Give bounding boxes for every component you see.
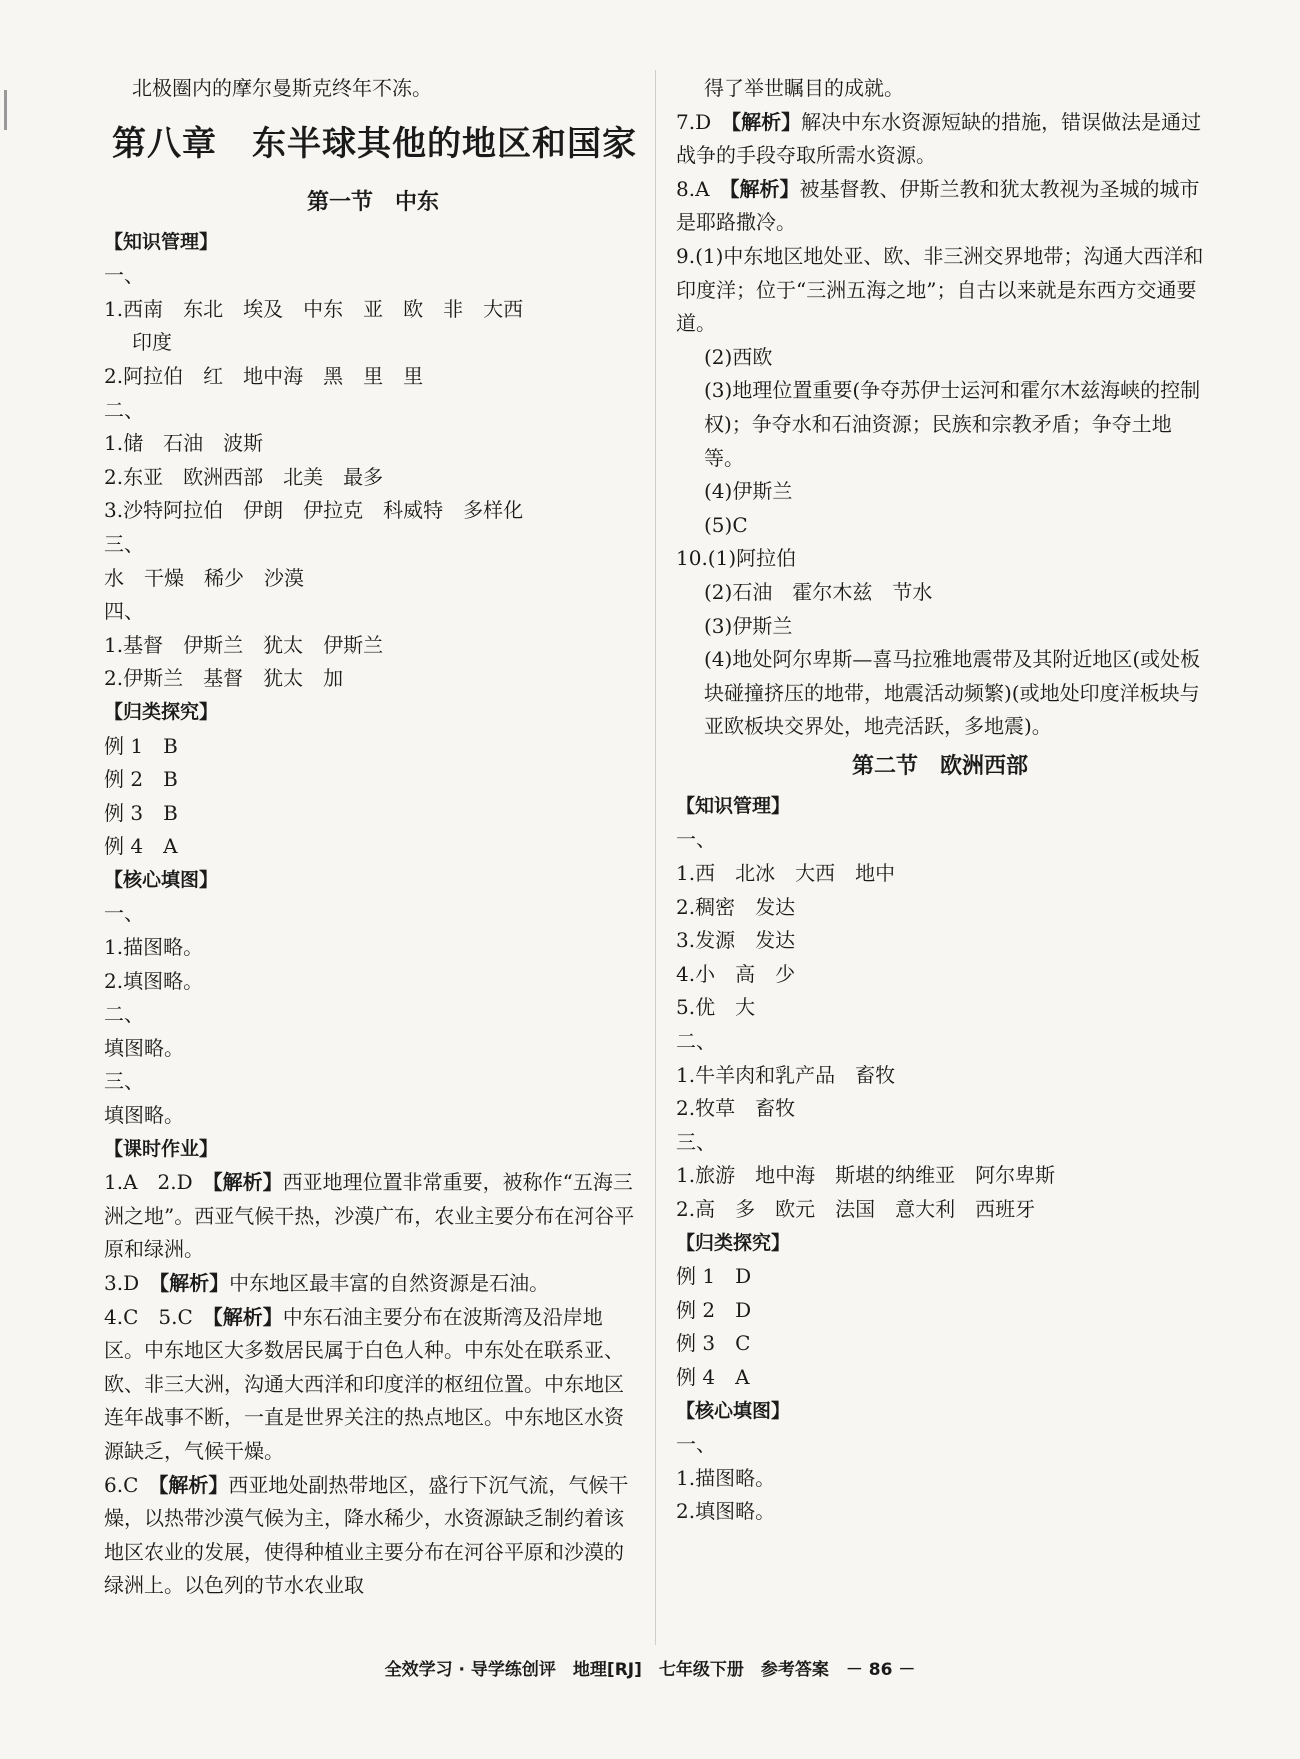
answer-line: 5.优 大 xyxy=(676,995,756,1020)
analysis-text: 中东石油主要分布在波斯湾及沿岸地区。中东地区大多数居民属于白色人种。中东处在联系亚、欧、非三大洲，沟通大西洋和印度洋的枢纽位置。中东地区连年战事不断，一直是世界关注的热点地区。中东地区水资源缺乏，气候干燥。 xyxy=(104,1304,624,1463)
answer-line: 水 干燥 稀少 沙漠 xyxy=(104,565,304,590)
example-answer: 例 3 B xyxy=(104,800,178,825)
homework-answer xyxy=(676,173,1204,240)
homework-answer xyxy=(104,1166,642,1267)
analysis-text: 中东地区最丰富的自然资源是石油。 xyxy=(229,1271,550,1295)
answer-line: 3.发源 发达 xyxy=(676,928,796,953)
group-label: 二、 xyxy=(104,397,144,422)
homework-answer: 10.(1)阿拉伯 xyxy=(676,546,797,571)
answer-line: 1.旅游 地中海 斯堪的纳维亚 阿尔卑斯 xyxy=(676,1163,1056,1188)
example-answer: 例 4 A xyxy=(676,1364,750,1389)
answer-number: 6.C xyxy=(104,1472,159,1497)
answer-line: 1.描图略。 xyxy=(104,935,204,960)
group-label: 一、 xyxy=(104,901,144,926)
section-heading: 【核心填图】 xyxy=(104,868,219,891)
group-label: 一、 xyxy=(676,827,716,852)
example-answer: 例 4 A xyxy=(104,834,178,859)
intro-line: 北极圈内的摩尔曼斯克终年不冻。 xyxy=(132,76,432,100)
answer-line: 2.牧草 畜牧 xyxy=(676,1096,796,1121)
group-label: 二、 xyxy=(676,1029,716,1054)
homework-answer xyxy=(104,1301,642,1469)
group-label: 三、 xyxy=(676,1129,716,1154)
section-title: 第二节 欧洲西部 xyxy=(851,753,1028,779)
section-heading: 【归类探究】 xyxy=(676,1231,791,1254)
analysis-text: 被基督教、伊斯兰教和犹太教视为圣城的城市是耶路撒冷。 xyxy=(676,176,1200,235)
answer-line: 印度 xyxy=(132,330,172,355)
answer-line: 2.填图略。 xyxy=(676,1499,776,1524)
answer-line: 2.高 多 欧元 法国 意大利 西班牙 xyxy=(676,1197,1036,1221)
example-answer: 例 3 C xyxy=(676,1331,751,1356)
answer-line: 2.伊斯兰 基督 犹太 加 xyxy=(104,666,344,691)
example-answer: 例 1 B xyxy=(104,733,178,758)
analysis-text: 解决中东水资源短缺的措施，错误做法是通过战争的手段夺取所需水资源。 xyxy=(676,109,1202,168)
homework-answer: (3)地理位置重要(争夺苏伊士运河和霍尔木兹海峡的控制权)；争夺水和石油资源；民族和宗教矛盾；争夺土地等。 xyxy=(704,378,1201,470)
analysis-tag: 【解析】 xyxy=(212,1170,283,1195)
answer-line: 2.东亚 欧洲西部 北美 最多 xyxy=(104,464,384,489)
analysis-tag: 【解析】 xyxy=(159,1271,230,1295)
example-answer: 例 2 D xyxy=(676,1297,752,1322)
example-answer: 例 1 D xyxy=(676,1264,752,1289)
analysis-text: 西亚地处副热带地区，盛行下沉气流，气候干燥，以热带沙漠气候为主，降水稀少，水资源缺乏制约着该地区农业的发展，使得种植业主要分布在河谷平原和沙漠的绿洲上。以色列的节水农业取 xyxy=(104,1472,629,1598)
answer-line: 填图略。 xyxy=(104,1103,184,1128)
homework-answer xyxy=(104,1469,642,1603)
example-answer: 例 2 B xyxy=(104,767,178,792)
section-heading: 【课时作业】 xyxy=(104,1137,219,1160)
homework-answer xyxy=(104,1267,642,1301)
answer-line: 1.西南 东北 埃及 中东 亚 欧 非 大西 xyxy=(104,296,524,321)
answer-line: 填图略。 xyxy=(104,1035,184,1060)
footer-text: 全效学习 · 导学练创评 地理[RJ] 七年级下册 参考答案 xyxy=(384,1660,829,1680)
homework-answer: (2)石油 霍尔木兹 节水 xyxy=(704,579,933,604)
analysis-tag: 【解析】 xyxy=(158,1472,229,1497)
section-heading: 【核心填图】 xyxy=(676,1399,791,1422)
answer-number: 7.D xyxy=(676,109,732,134)
homework-answer: (4)地处阿尔卑斯—喜马拉雅地震带及其附近地区(或处板块碰撞挤压的地带，地震活动频繁)(或地处印度洋板块与亚欧板块交界处，地壳活跃，多地震)。 xyxy=(704,647,1201,739)
analysis-text: 西亚地理位置非常重要，被称作“五海三洲之地”。西亚气候干热，沙漠广布，农业主要分布在河谷平原和绿洲。 xyxy=(104,1170,635,1262)
answer-line: 1.基督 伊斯兰 犹太 伊斯兰 xyxy=(104,632,384,657)
answer-line: 4.小 高 少 xyxy=(676,961,796,986)
answer-number: 3.D xyxy=(104,1271,160,1295)
group-label: 三、 xyxy=(104,531,144,556)
answer-line: 2.填图略。 xyxy=(104,968,204,993)
answer-number: 1.A 2.D xyxy=(104,1170,213,1195)
answer-line: 3.沙特阿拉伯 伊朗 伊拉克 科威特 多样化 xyxy=(104,498,524,523)
answer-line: 1.描图略。 xyxy=(676,1465,776,1490)
page-number: － 86 － xyxy=(845,1660,916,1680)
answer-number: 8.A xyxy=(676,176,730,201)
group-label: 三、 xyxy=(104,1069,144,1094)
continued-line: 得了举世瞩目的成就。 xyxy=(704,76,904,100)
page-footer xyxy=(0,1655,1300,1680)
answer-line: 1.西 北冰 大西 地中 xyxy=(676,861,896,886)
homework-answer: (4)伊斯兰 xyxy=(704,479,793,504)
section-heading: 【知识管理】 xyxy=(676,794,791,817)
analysis-tag: 【解析】 xyxy=(729,176,800,201)
chapter-title: 第八章 东半球其他的地区和国家 xyxy=(112,123,637,164)
homework-answer: (5)C xyxy=(704,512,748,537)
answer-number: 4.C 5.C xyxy=(104,1304,213,1329)
answer-line: 2.稠密 发达 xyxy=(676,894,796,919)
homework-answer: 9.(1)中东地区地处亚、欧、非三洲交界地带；沟通大西洋和印度洋；位于“三洲五海之地”；自古以来就是东西方交通要道。 xyxy=(676,243,1204,336)
scan-edge-mark xyxy=(4,90,7,130)
homework-answer: (2)西欧 xyxy=(704,344,773,369)
group-label: 四、 xyxy=(104,599,144,624)
left-column xyxy=(104,72,642,1603)
section-title: 第一节 中东 xyxy=(306,189,439,215)
homework-answer xyxy=(676,106,1204,173)
right-column xyxy=(676,72,1204,1529)
analysis-tag: 【解析】 xyxy=(212,1304,283,1329)
analysis-tag: 【解析】 xyxy=(731,109,802,134)
homework-answer: (3)伊斯兰 xyxy=(704,613,793,638)
answer-line: 1.牛羊肉和乳产品 畜牧 xyxy=(676,1062,896,1087)
group-label: 二、 xyxy=(104,1002,144,1027)
group-label: 一、 xyxy=(104,263,144,288)
section-heading: 【知识管理】 xyxy=(104,230,219,253)
group-label: 一、 xyxy=(676,1432,716,1457)
section-heading: 【归类探究】 xyxy=(104,700,219,723)
answer-line: 2.阿拉伯 红 地中海 黑 里 里 xyxy=(104,363,424,388)
column-divider xyxy=(655,70,656,1645)
answer-line: 1.储 石油 波斯 xyxy=(104,431,264,456)
